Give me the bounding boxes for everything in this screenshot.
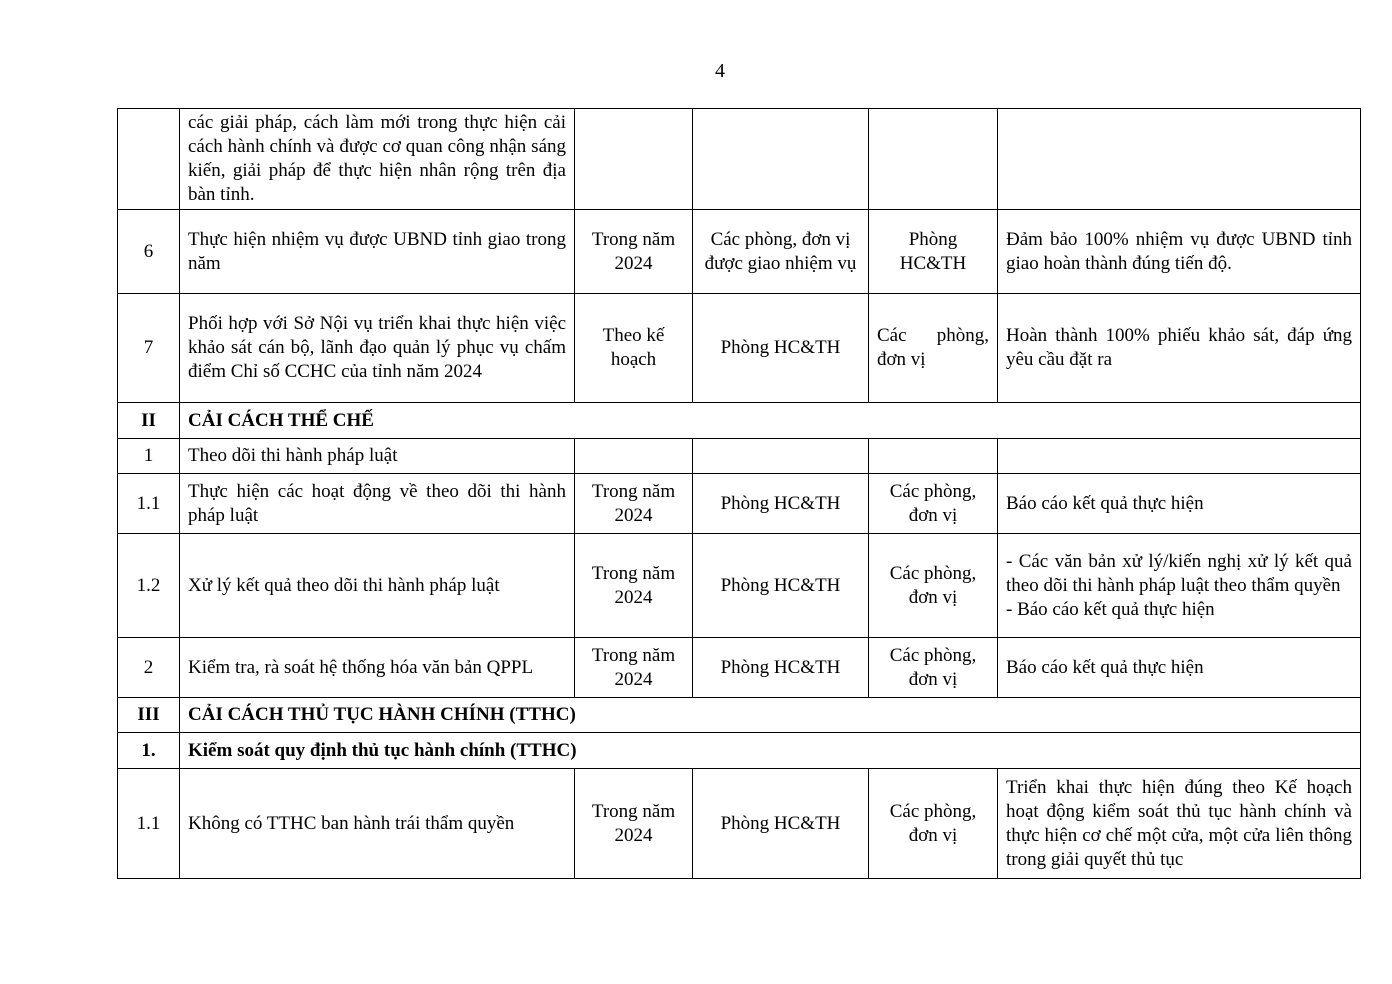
row-number: 1.2 xyxy=(118,534,180,638)
task-lead: Phòng HC&TH xyxy=(693,294,869,403)
table-row xyxy=(118,210,1361,294)
task-content: Không có TTHC ban hành trái thẩm quyền xyxy=(180,769,575,879)
task-content: Theo dõi thi hành pháp luật xyxy=(180,439,575,474)
task-coordinator: Phòng HC&TH xyxy=(869,210,998,294)
page-number: 4 xyxy=(715,60,725,82)
task-time xyxy=(575,439,693,474)
row-number: 7 xyxy=(118,294,180,403)
task-coordinator: Các phòng, đơn vị xyxy=(869,638,998,698)
subsection-row xyxy=(118,733,1361,769)
row-number: 6 xyxy=(118,210,180,294)
table-row xyxy=(118,769,1361,879)
result-line: - Các văn bản xử lý/kiến nghị xử lý kết quả theo dõi thi hành pháp luật theo thẩm quyền xyxy=(1006,550,1352,596)
task-time: Trong năm 2024 xyxy=(575,474,693,534)
section-number: II xyxy=(118,403,180,439)
task-coordinator: Các phòng, đơn vị xyxy=(869,294,998,403)
task-lead: Phòng HC&TH xyxy=(693,474,869,534)
task-content: Kiểm tra, rà soát hệ thống hóa văn bản QPPL xyxy=(180,638,575,698)
row-number: 1.1 xyxy=(118,474,180,534)
table-row xyxy=(118,294,1361,403)
table-row xyxy=(118,109,1361,210)
task-result xyxy=(998,534,1361,638)
section-title: CẢI CÁCH THỂ CHẾ xyxy=(180,403,1361,439)
task-lead: Các phòng, đơn vị được giao nhiệm vụ xyxy=(693,210,869,294)
row-number: 2 xyxy=(118,638,180,698)
task-result xyxy=(998,109,1361,210)
row-number xyxy=(118,109,180,210)
task-coordinator xyxy=(869,439,998,474)
task-result xyxy=(998,439,1361,474)
task-result: Đảm bảo 100% nhiệm vụ được UBND tỉnh giao hoàn thành đúng tiến độ. xyxy=(998,210,1361,294)
task-lead: Phòng HC&TH xyxy=(693,769,869,879)
section-number: III xyxy=(118,698,180,733)
subsection-title: Kiểm soát quy định thủ tục hành chính (TTHC) xyxy=(180,733,1361,769)
task-time: Trong năm 2024 xyxy=(575,638,693,698)
row-number: 1.1 xyxy=(118,769,180,879)
table-row xyxy=(118,638,1361,698)
task-time: Trong năm 2024 xyxy=(575,534,693,638)
task-coordinator: Các phòng, đơn vị xyxy=(869,534,998,638)
task-content: Thực hiện các hoạt động về theo dõi thi hành pháp luật xyxy=(180,474,575,534)
task-time: Trong năm 2024 xyxy=(575,210,693,294)
table-row xyxy=(118,439,1361,474)
section-row xyxy=(118,698,1361,733)
task-content: các giải pháp, cách làm mới trong thực hiện cải cách hành chính và được cơ quan công nhận sáng kiến, giải pháp để thực hiện nhân rộng trên địa bàn tỉnh. xyxy=(180,109,575,210)
section-title: CẢI CÁCH THỦ TỤC HÀNH CHÍNH (TTHC) xyxy=(180,698,1361,733)
table-row xyxy=(118,534,1361,638)
section-row xyxy=(118,403,1361,439)
task-result: Báo cáo kết quả thực hiện xyxy=(998,474,1361,534)
task-coordinator: Các phòng, đơn vị xyxy=(869,474,998,534)
task-lead: Phòng HC&TH xyxy=(693,534,869,638)
task-content: Xử lý kết quả theo dõi thi hành pháp luật xyxy=(180,534,575,638)
plan-table xyxy=(117,108,1361,879)
task-content: Thực hiện nhiệm vụ được UBND tỉnh giao trong năm xyxy=(180,210,575,294)
task-time xyxy=(575,109,693,210)
result-line: - Báo cáo kết quả thực hiện xyxy=(1006,598,1215,620)
task-result: Hoàn thành 100% phiếu khảo sát, đáp ứng yêu cầu đặt ra xyxy=(998,294,1361,403)
task-lead xyxy=(693,109,869,210)
task-content: Phối hợp với Sở Nội vụ triển khai thực hiện việc khảo sát cán bộ, lãnh đạo quản lý phục vụ chấm điểm Chỉ số CCHC của tỉnh năm 2024 xyxy=(180,294,575,403)
row-number: 1 xyxy=(118,439,180,474)
table-row xyxy=(118,474,1361,534)
task-lead: Phòng HC&TH xyxy=(693,638,869,698)
task-result: Triển khai thực hiện đúng theo Kế hoạch hoạt động kiểm soát thủ tục hành chính và thực hiện cơ chế một cửa, một cửa liên thông trong giải quyết thủ tục xyxy=(998,769,1361,879)
task-time: Trong năm 2024 xyxy=(575,769,693,879)
task-time: Theo kế hoạch xyxy=(575,294,693,403)
task-coordinator: Các phòng, đơn vị xyxy=(869,769,998,879)
task-lead xyxy=(693,439,869,474)
task-result: Báo cáo kết quả thực hiện xyxy=(998,638,1361,698)
subsection-number: 1. xyxy=(118,733,180,769)
task-coordinator xyxy=(869,109,998,210)
